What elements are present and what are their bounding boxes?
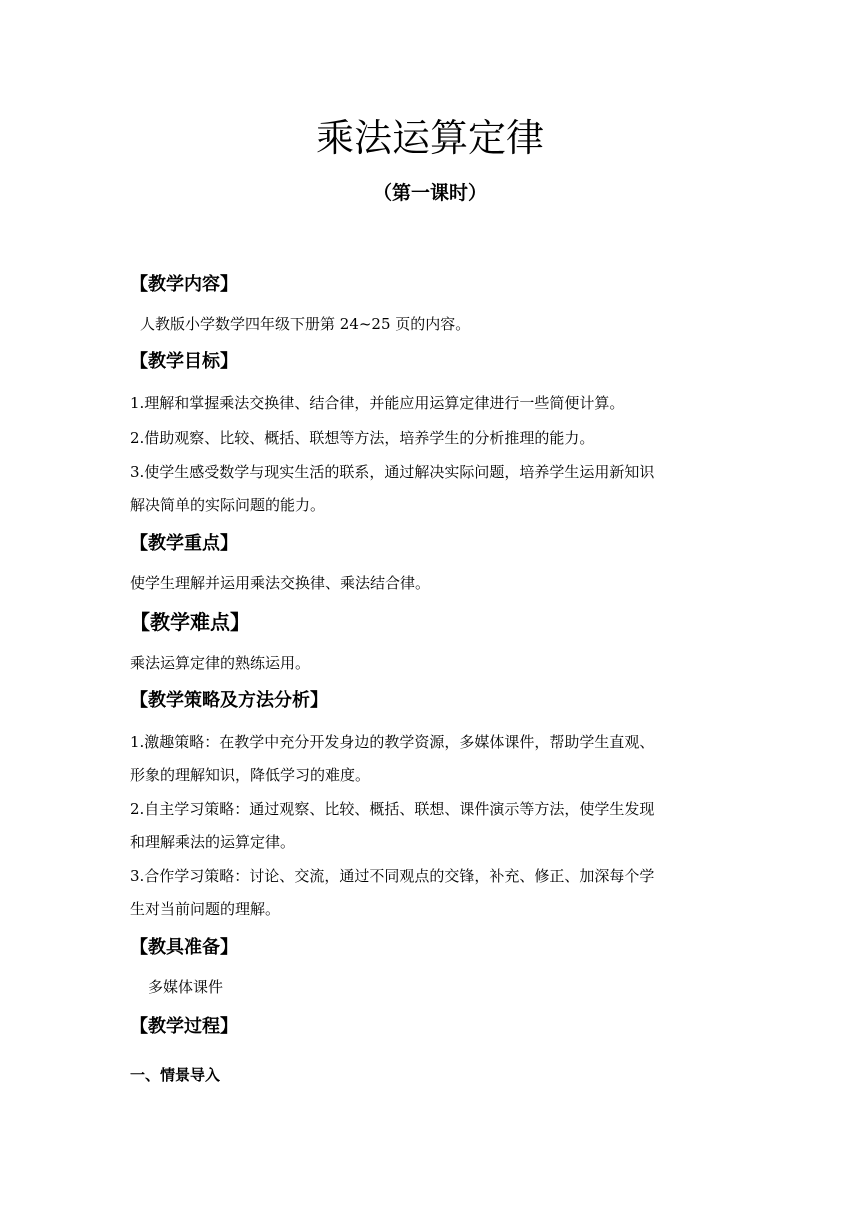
objective-line-3: 3.使学生感受数学与现实生活的联系，通过解决实际问题，培养学生运用新知识 (130, 463, 655, 481)
difficulties-text: 乘法运算定律的熟练运用。 (130, 654, 311, 672)
heading-difficulties: 【教学难点】 (130, 610, 250, 634)
heading-tools: 【教具准备】 (130, 937, 238, 958)
heading-content: 【教学内容】 (130, 274, 238, 295)
process-subheading: 一、情景导入 (130, 1066, 221, 1084)
heading-process: 【教学过程】 (130, 1016, 238, 1037)
strategy-line-4: 和理解乘法的运算定律。 (130, 833, 296, 851)
strategy-line-1: 1.激趣策略：在教学中充分开发身边的教学资源，多媒体课件，帮助学生直观、 (130, 733, 655, 751)
page-title: 乘法运算定律 (315, 116, 544, 160)
page-subtitle: （第一课时） (372, 182, 487, 204)
heading-key-points: 【教学重点】 (130, 533, 238, 554)
objective-line-1: 1.理解和掌握乘法交换律、结合律，并能应用运算定律进行一些简便计算。 (130, 394, 625, 412)
objective-line-4: 解决简单的实际问题的能力。 (130, 496, 326, 514)
strategy-line-3: 2.自主学习策略：通过观察、比较、概括、联想、课件演示等方法，使学生发现 (130, 800, 655, 818)
heading-objectives: 【教学目标】 (130, 351, 238, 372)
objective-line-2: 2.借助观察、比较、概括、联想等方法，培养学生的分析推理的能力。 (130, 429, 595, 447)
content-text: 人教版小学数学四年级下册第 24~25 页的内容。 (140, 315, 471, 333)
strategy-line-5: 3.合作学习策略：讨论、交流，通过不同观点的交锋，补充、修正、加深每个学 (130, 867, 655, 885)
tools-text: 多媒体课件 (148, 978, 224, 996)
heading-strategies: 【教学策略及方法分析】 (130, 690, 328, 711)
strategy-line-2: 形象的理解知识，降低学习的难度。 (130, 766, 371, 784)
key-points-text: 使学生理解并运用乘法交换律、乘法结合律。 (130, 574, 431, 592)
strategy-line-6: 生对当前问题的理解。 (130, 900, 281, 918)
